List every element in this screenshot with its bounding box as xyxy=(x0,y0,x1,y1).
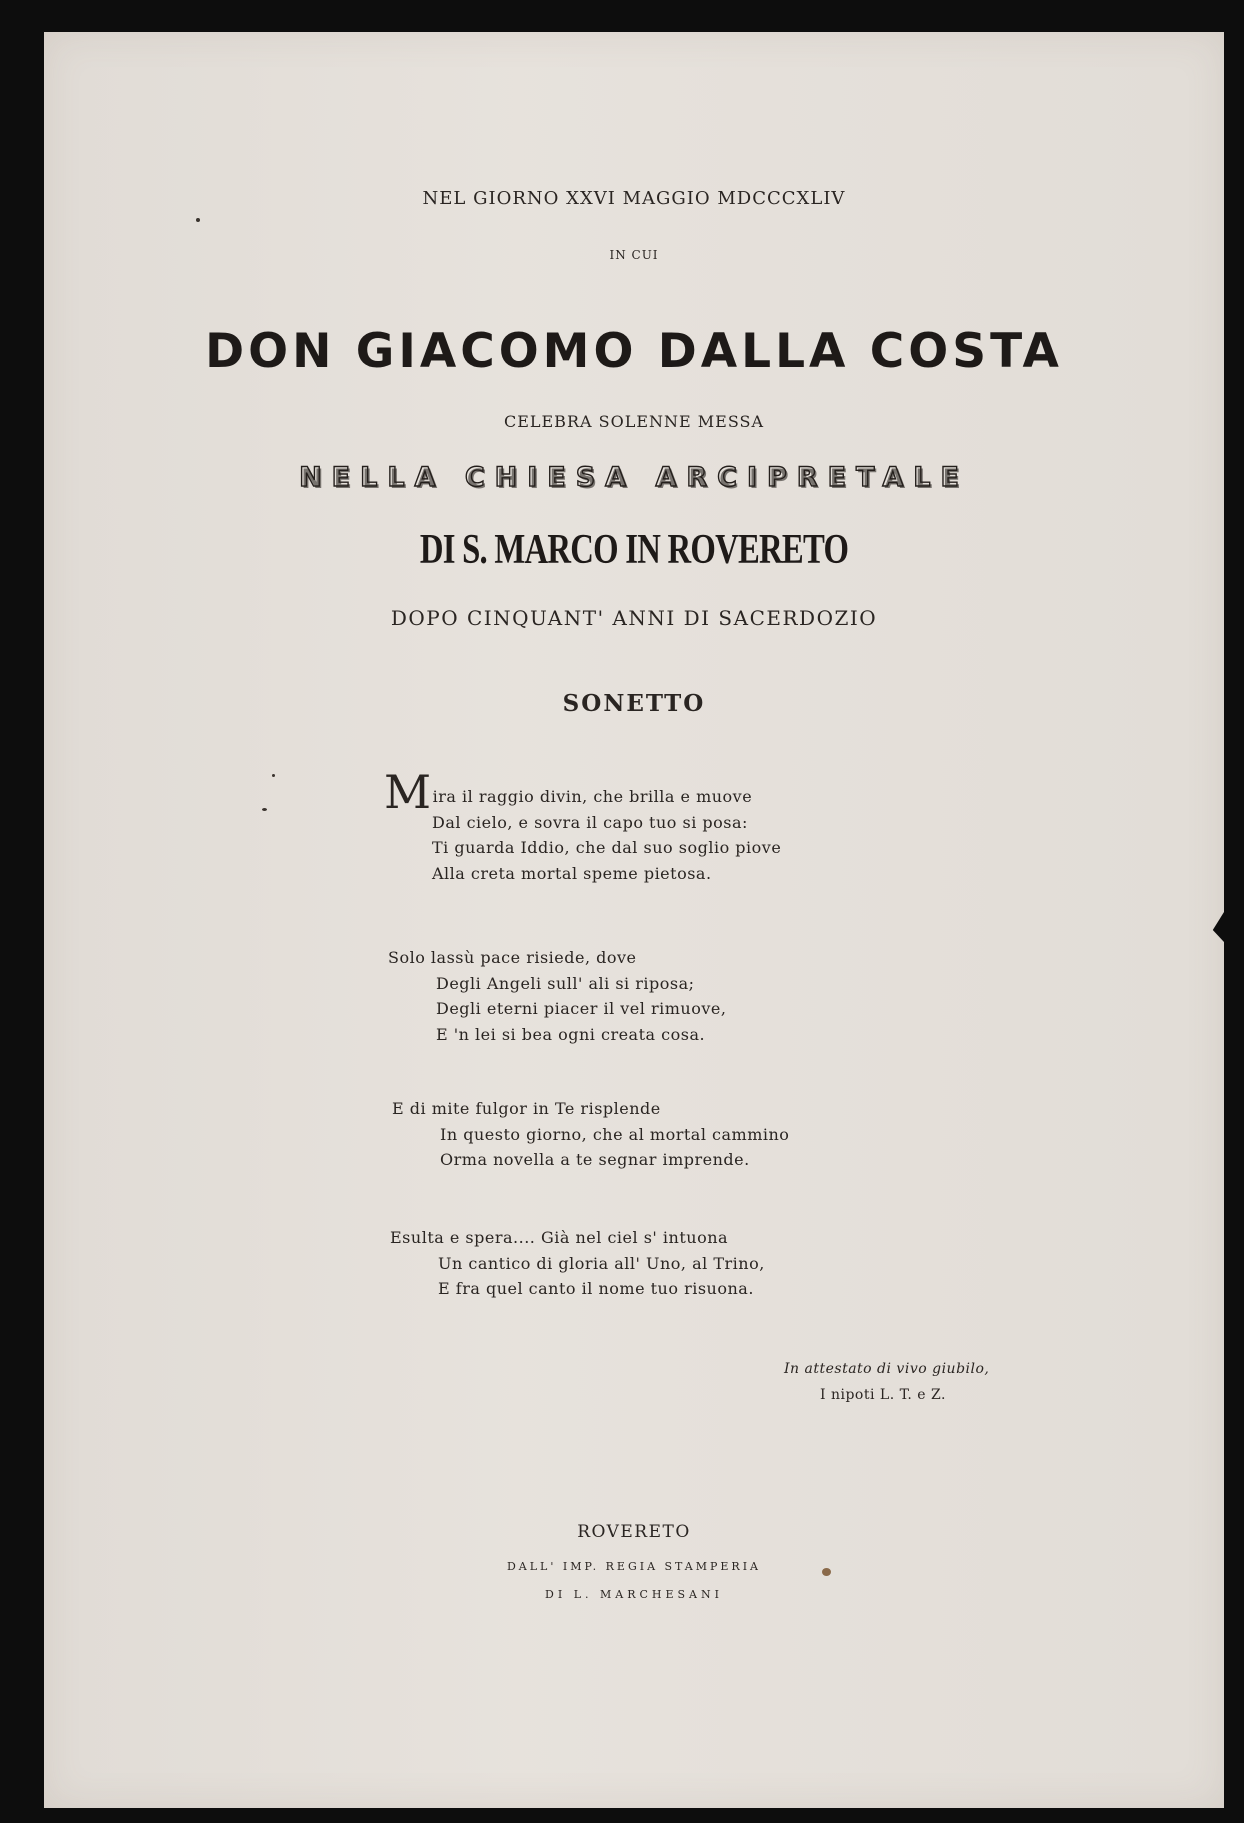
paper-speck xyxy=(196,218,200,222)
poem-line: Orma novella a te segnar imprende. xyxy=(440,1150,750,1169)
stanza-4 xyxy=(390,1225,765,1302)
dedication-signature xyxy=(784,1356,989,1408)
poem-line: Dal cielo, e sovra il capo tuo si posa: xyxy=(432,812,748,832)
stanza-1 xyxy=(384,765,782,886)
attestato-line: In attestato di vivo giubilo, xyxy=(784,1361,990,1377)
poem-line: Solo lassù pace risiede, dove xyxy=(388,948,637,967)
date-line: NEL GIORNO XXVI MAGGIO MDCCCXLIV xyxy=(422,188,846,209)
poem-line: E di mite fulgor in Te risplende xyxy=(392,1099,661,1118)
poem-line: Mira il raggio divin, che brilla e muove xyxy=(384,765,753,819)
stanza-2 xyxy=(388,945,726,1047)
poem-line: E 'n lei si bea ogni creata cosa. xyxy=(436,1024,706,1044)
paper-speck xyxy=(272,774,275,777)
stanza-3 xyxy=(392,1096,789,1173)
poem-line: Degli Angeli sull' ali si riposa; xyxy=(436,973,695,993)
nipoti-line: I nipoti L. T. e Z. xyxy=(820,1387,946,1403)
celebra-line: CELEBRA SOLENNE MESSA xyxy=(503,412,765,431)
poem-line: In questo giorno, che al mortal cammino xyxy=(440,1124,790,1144)
imprint-city: ROVERETO xyxy=(577,1522,691,1542)
broadsheet-page xyxy=(44,32,1224,1808)
drop-cap: M xyxy=(384,765,432,819)
poem-line: Un cantico di gloria all' Uno, al Trino, xyxy=(438,1253,765,1273)
church-name-line: DI S. MARCO IN ROVERETO xyxy=(419,527,849,573)
church-line: NELLA CHIESA ARCIPRETALE xyxy=(299,462,969,493)
poem-line: Degli eterni piacer il vel rimuove, xyxy=(436,999,727,1018)
poem-line: Alla creta mortal speme pietosa. xyxy=(432,863,712,883)
poem-line: Ti guarda Iddio, che dal suo soglio piove xyxy=(432,838,782,857)
paper-speck xyxy=(822,1568,831,1576)
anniversary-line: DOPO CINQUANT' ANNI DI SACERDOZIO xyxy=(390,606,878,630)
paper-speck xyxy=(262,808,267,811)
poem-line: Esulta e spera.... Già nel ciel s' intuona xyxy=(390,1228,729,1247)
poem-title: SONETTO xyxy=(562,690,706,717)
imprint-printer-name: DI L. MARCHESANI xyxy=(545,1588,723,1601)
in-cui-line: IN CUI xyxy=(609,248,659,262)
imprint-printer: DALL' IMP. REGIA STAMPERIA xyxy=(506,1560,762,1573)
poem-line: E fra quel canto il nome tuo risuona. xyxy=(438,1279,754,1298)
honoree-name: DON GIACOMO DALLA COSTA xyxy=(205,324,1063,379)
paper-tear xyxy=(1210,912,1224,942)
